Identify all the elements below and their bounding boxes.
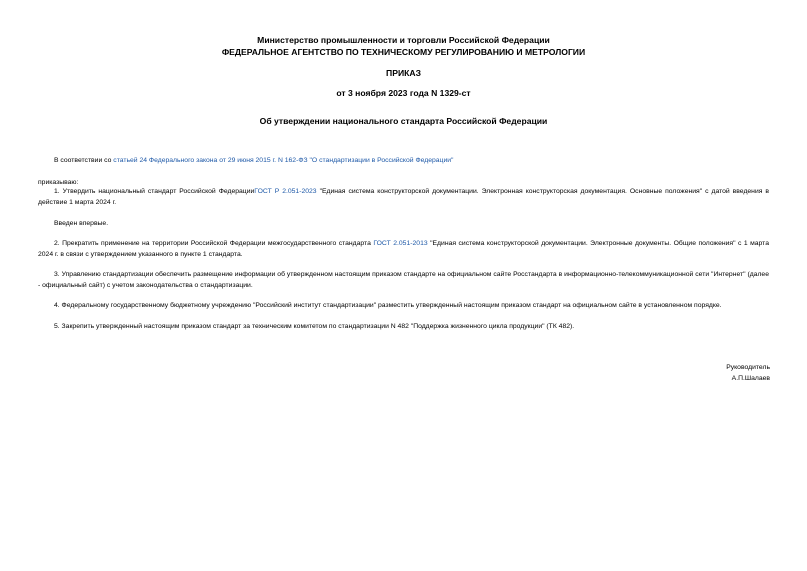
gost-r-2-051-2023-link[interactable]: ГОСТ Р 2.051-2023 [254, 188, 317, 195]
document-title: Об утверждении национального стандарта Российской Федерации [259, 116, 548, 126]
item-1-suffix: "Единая система конструкторской документации. Электронная конструкторская документация. Основные положения" с датой введения в действие 1 марта 2024 г. [38, 188, 770, 207]
intro-paragraph [38, 155, 769, 166]
item-5-paragraph [38, 321, 769, 332]
signature-role: Руководитель [726, 364, 770, 371]
ministry-heading: Министерство промышленности и торговли Российской Федерации [257, 35, 550, 45]
item-5-text: 5. Закрепить утвержденный настоящим приказом стандарт за техническим комитетом по стандартизации N 482 "Поддержка жизненного цикла продукции" (ТК 482). [54, 323, 575, 330]
signature-name: А.П.Шалаев [731, 375, 770, 382]
federal-law-link[interactable]: статьей 24 Федерального закона от 29 июня 2015 г. N 162-ФЗ "О стандартизации в Российской Федерации" [113, 157, 454, 164]
item-2-prefix: 2. Прекратить применение на территории Российской Федерации межгосударственного стандарта [54, 240, 374, 247]
document-date-number: от 3 ноября 2023 года N 1329-ст [336, 88, 471, 98]
item-3-paragraph [38, 269, 769, 291]
introduced-first-text: Введен впервые. [54, 220, 109, 227]
item-2-paragraph [38, 238, 769, 260]
item-4-paragraph [38, 300, 769, 311]
item-1-paragraph [38, 186, 769, 208]
document-type: ПРИКАЗ [386, 68, 421, 78]
item-2-suffix: "Единая система конструкторской документации. Электронные документы. Общие положения" с 1 марта 2024 г. в связи с утверждением указанного в пункте 1 стандарта. [38, 240, 769, 259]
introduced-first-note [38, 218, 769, 229]
agency-heading: ФЕДЕРАЛЬНОЕ АГЕНТСТВО ПО ТЕХНИЧЕСКОМУ РЕГУЛИРОВАНИЮ И МЕТРОЛОГИИ [221, 47, 586, 57]
intro-prefix: В соответствии со [54, 157, 114, 164]
order-word: приказываю: [38, 179, 79, 186]
item-4-text: 4. Федеральному государственному бюджетному учреждению "Российский институт стандартизации" разместить утвержденный настоящим приказом стандарт на официальном сайте в установленном порядке. [54, 302, 722, 309]
item-1-prefix: 1. Утвердить национальный стандарт Российской Федерации [54, 188, 255, 195]
gost-2-051-2013-link[interactable]: ГОСТ 2.051-2013 [373, 240, 428, 247]
item-3-text: 3. Управлению стандартизации обеспечить размещение информации об утвержденном настоящим приказом стандарте на официальном сайте Росстандарта в информационно-телекоммуникационной сети "Интернет" (далее - официальный сайт) с учетом законодательства о стандартизации. [38, 271, 769, 290]
